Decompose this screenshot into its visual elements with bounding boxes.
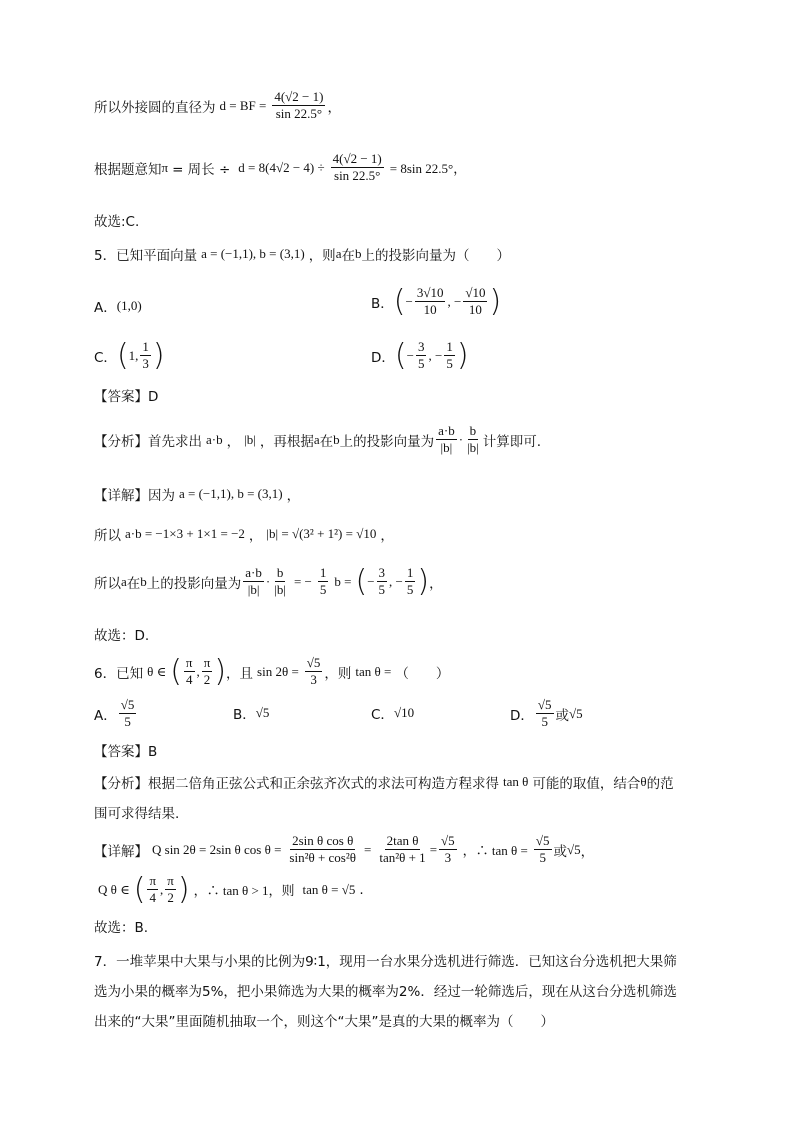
text: ，则 (308, 248, 336, 264)
q6-analysis (94, 772, 674, 792)
numerator: 4(√2 − 1) (272, 90, 325, 106)
fraction (444, 340, 455, 372)
text: ，再根据 (259, 433, 314, 450)
denominator: 2 (167, 890, 174, 906)
fraction (415, 286, 446, 318)
formula: |b| (244, 431, 256, 447)
numerator: a·b (436, 424, 457, 440)
denominator: 10 (423, 302, 437, 318)
denominator: sin 22.5° (275, 106, 323, 122)
text: 在 (319, 433, 334, 450)
formula: d = 8(4√2 − 4) ÷ (238, 159, 325, 175)
numerator: π (147, 874, 158, 890)
denominator: 5 (319, 582, 327, 598)
text: 计算即可. (482, 433, 542, 450)
fraction (463, 286, 487, 318)
option-label: A． (94, 300, 117, 316)
option-value: (1,0) (116, 298, 142, 313)
left-paren: ( (394, 337, 407, 373)
text: 上的投影向量为（ ） (361, 248, 510, 264)
fraction (318, 566, 329, 598)
denominator: tan²θ + 1 (379, 850, 426, 866)
formula: = − (293, 573, 312, 589)
q7-line-3 (94, 1010, 554, 1030)
option-label: C． (94, 349, 117, 366)
text: 可能的取值，结合 (532, 776, 641, 792)
numerator: √5 (536, 698, 554, 714)
pi-line (94, 152, 470, 184)
tag: 【详解】 (94, 488, 148, 504)
text: ， (327, 99, 341, 116)
text: 首先求出 (148, 433, 202, 450)
numerator: 2tan θ (385, 834, 421, 850)
diameter-line (94, 90, 341, 122)
option-label: D． (510, 707, 534, 724)
fraction (377, 834, 427, 866)
q6-option-d (510, 698, 583, 730)
numerator: 3 (416, 340, 427, 356)
right-paren: ) (177, 871, 190, 907)
formula: ，∴ tan θ > 1，则 (193, 883, 295, 899)
denominator: |b| (247, 582, 260, 598)
option-value: √5 (255, 705, 270, 720)
formula: a·b (206, 431, 223, 447)
denominator: 4 (185, 672, 193, 688)
fraction (184, 656, 195, 688)
numerator: 3 (377, 566, 388, 582)
vector-b: b (140, 573, 147, 589)
denominator: 5 (378, 582, 386, 598)
denominator: |b| (440, 440, 453, 456)
formula: = 8sin 22.5°， (389, 161, 467, 177)
text: ， (429, 575, 443, 592)
tag: 【详解】 (94, 843, 148, 860)
vector-a: a (121, 573, 127, 589)
text: 上的投影向量为 (339, 433, 435, 450)
formula: tan θ = (355, 663, 392, 679)
fraction (536, 698, 554, 730)
formula: a·b = −1×3 + 1×1 = −2 (125, 526, 245, 541)
text: ， (226, 433, 241, 450)
q6-option-a (94, 698, 138, 730)
formula: sin 2θ = (257, 663, 299, 679)
text: 故选:C. (94, 214, 140, 230)
q5-analysis: 【分析】 首先求出 a·b ， |b| ，再根据 a 在 b 上的投影向量为 $\frac{a\cdot b}{|b|}$ · $\frac{b}{|b|}$ 计算即可. (94, 423, 542, 456)
denominator: 3 (310, 672, 317, 688)
right-paren: ) (489, 283, 502, 319)
formula: a = (−1,1), b = (3,1) (201, 246, 305, 261)
vector-a: a (313, 431, 320, 447)
q6-end (94, 916, 148, 936)
right-paren: ) (152, 337, 165, 373)
formula: a = (−1,1), b = (3,1) (179, 486, 283, 501)
fraction (436, 424, 457, 456)
left-paren: ( (116, 337, 129, 373)
formula: θ (640, 774, 647, 789)
numerator: 1 (405, 566, 416, 582)
q5-option-d: D． ( − $\frac{3}{5}$ , − $\frac{1}{5}$ ) (371, 337, 469, 373)
text: 根据二倍角正弦公式和正余弦齐次式的求法可构造方程求得 (148, 776, 499, 792)
formula: |b| = √(3² + 1²) = √10 (266, 526, 377, 541)
left-paren: ( (393, 283, 406, 319)
text: 所以 (94, 575, 121, 592)
denominator: 5 (446, 356, 453, 372)
option-label: A． (94, 707, 117, 724)
numerator: √10 (463, 286, 487, 302)
fraction (465, 424, 481, 456)
numerator: 1 (444, 340, 455, 356)
right-paren: ) (456, 337, 469, 373)
left-paren: ( (355, 563, 368, 599)
q6-analysis-2 (94, 802, 179, 822)
fraction (534, 834, 552, 866)
text: ，则 (324, 665, 352, 682)
pi-symbol: π (161, 159, 169, 175)
q6-option-b (233, 703, 269, 723)
fraction (287, 834, 358, 866)
numerator: π (202, 656, 213, 672)
numerator: 1 (318, 566, 329, 582)
numerator: √5 (534, 834, 552, 850)
fraction (272, 566, 288, 598)
text: 选为小果的概率为5%，把小果筛选为大果的概率为2%．经过一轮筛选后，现在从这台分选机筛选 (94, 984, 677, 1000)
text: 的范 (646, 776, 674, 792)
text: . (359, 881, 364, 898)
denominator: 3 (142, 356, 149, 372)
q5-end (94, 624, 149, 644)
formula: Q sin 2θ = 2sin θ cos θ = (152, 841, 282, 857)
q5-detail-3: 所以 a 在 b 上的投影向量为 $\frac{a\cdot b}{|b|}$ · $\frac{b}{|b|}$ = − $\frac{1}{5}$ b = ( − $\frac{3}{5}$ , − $\frac{1}{5}$ ) ， (94, 563, 443, 599)
right-paren: ) (214, 653, 227, 689)
q5-option-a (94, 296, 142, 316)
denominator: sin 22.5° (334, 168, 381, 184)
q6-option-c (371, 703, 414, 723)
fraction (377, 566, 388, 598)
denominator: 3 (444, 850, 452, 866)
option-label: D． (371, 349, 395, 366)
fraction (243, 566, 264, 598)
fraction (119, 698, 137, 730)
text: 根据题意知 (94, 161, 162, 178)
numerator: π (184, 656, 195, 672)
formula: ，∴ tan θ = (462, 843, 528, 859)
text: = 周长 ÷ (172, 161, 231, 178)
denominator: 10 (468, 302, 482, 318)
vector-b: b (333, 431, 340, 447)
text: 出来的“大果”里面随机抽取一个，则这个“大果”是真的大果的概率为（ ） (94, 1014, 554, 1030)
fraction (147, 874, 158, 906)
text: 围可求得结果. (94, 806, 180, 822)
q5-option-b: B． ( − $\frac{3√10}{10}$ , − $\frac{√10}{10}$ ) (371, 283, 502, 319)
choice-c-line (94, 210, 139, 230)
text: ， (380, 528, 394, 544)
text: 5．已知平面向量 (94, 248, 198, 264)
denominator: 4 (149, 890, 156, 906)
answer-text: 【答案】D (94, 389, 159, 405)
option-value: √10 (393, 705, 415, 720)
answer-text: 【答案】B (94, 744, 158, 760)
vector-b: b (354, 246, 362, 261)
denominator: 2 (203, 672, 211, 688)
formula: √5 (567, 841, 581, 857)
denominator: 5 (541, 714, 548, 730)
text: 故选：D. (94, 628, 150, 644)
text: （ ） (395, 665, 450, 682)
fraction (140, 340, 151, 372)
formula: = (364, 841, 372, 857)
numerator: 4(√2 − 1) (331, 152, 384, 168)
text: 或 (553, 843, 568, 860)
tag: 【分析】 (94, 433, 148, 450)
numerator: √5 (439, 834, 457, 850)
q5-stem (94, 244, 510, 264)
option-label: C． (371, 707, 394, 723)
formula: tan θ = √5 (302, 881, 356, 897)
fraction (305, 656, 323, 688)
numerator: √5 (305, 656, 323, 672)
left-paren: ( (170, 653, 182, 689)
q5-option-c (94, 337, 165, 373)
q5-detail (94, 484, 300, 504)
formula: θ ∈ (147, 663, 167, 679)
left-paren: ( (133, 871, 146, 907)
fraction (405, 566, 416, 598)
denominator: |b| (274, 582, 286, 598)
text: 所以 (94, 528, 121, 544)
option-value: √5 (569, 705, 583, 721)
numerator: π (165, 874, 176, 890)
text: ， (286, 488, 301, 504)
text: ， (580, 843, 595, 860)
fraction (272, 90, 325, 122)
q5-detail-2 (94, 524, 394, 544)
text: 因为 (148, 488, 175, 504)
denominator: 5 (406, 582, 414, 598)
text: 6．已知 (94, 665, 144, 682)
right-paren: ) (417, 563, 430, 599)
text: 所以外接圆的直径为 (94, 99, 216, 116)
fraction (165, 874, 176, 906)
text: 或 (555, 707, 570, 724)
formula: Q θ ∈ (98, 881, 130, 897)
q6-detail-2: Q θ ∈ ( $\frac{\pi}{4}$ , $\frac{\pi}{2}$ ) ，∴ tan θ > 1，则 tan θ = √5 . (98, 871, 364, 907)
numerator: √5 (119, 698, 137, 714)
q7-line-1 (94, 950, 677, 970)
numerator: b (275, 566, 286, 582)
formula: b = (334, 573, 352, 589)
fraction (416, 340, 427, 372)
vector-a: a (335, 246, 342, 261)
denominator: 5 (539, 850, 546, 866)
text: 上的投影向量为 (146, 575, 242, 592)
text: ， (248, 528, 263, 544)
fraction (331, 152, 384, 184)
numerator: 1 (140, 340, 151, 356)
numerator: 2sin θ cos θ (290, 834, 355, 850)
numerator: a·b (243, 566, 264, 582)
option-label: B． (371, 295, 394, 312)
tag: 【分析】 (94, 776, 148, 792)
q6-answer (94, 740, 157, 760)
denominator: 5 (417, 356, 425, 372)
numerator: 3√10 (415, 286, 446, 302)
q6-stem: 6．已知 θ ∈ ( $\frac{\pi}{4}$ , $\frac{\pi}{2}$ ) ，且 sin 2θ = $\frac{√5}{3}$ ，则 tan θ = （ ） (94, 653, 450, 689)
denominator: sin²θ + cos²θ (289, 850, 356, 866)
text: 在 (341, 248, 355, 264)
q7-line-2 (94, 980, 677, 1000)
text: 在 (126, 575, 141, 592)
numerator: b (468, 424, 479, 440)
denominator: 5 (124, 714, 131, 730)
text: 7．一堆苹果中大果与小果的比例为9∶1，现用一台水果分选机进行筛选．已知这台分选机把大果筛 (94, 954, 677, 970)
formula: tan θ (503, 774, 529, 789)
fraction (439, 834, 457, 866)
fraction (202, 656, 213, 688)
q5-answer (94, 385, 158, 405)
denominator: |b| (467, 440, 479, 456)
text: ，且 (226, 665, 254, 682)
q6-detail: 【详解】 Q sin 2θ = 2sin θ cos θ = $\frac{\text{2sin θ cos θ}}{\text{sin²θ + cos²θ}}$ = $\frac{\text{2tan θ}}{\text{tan²θ + 1}}$ = $\frac{√5}{3}$ ，∴ tan θ = $\frac{√5}{5}$ 或 √5 ， (94, 833, 595, 866)
option-value: 1, (128, 347, 139, 363)
text: 故选：B. (94, 920, 149, 936)
formula: d = BF = (219, 97, 267, 113)
option-label: B． (233, 707, 256, 723)
